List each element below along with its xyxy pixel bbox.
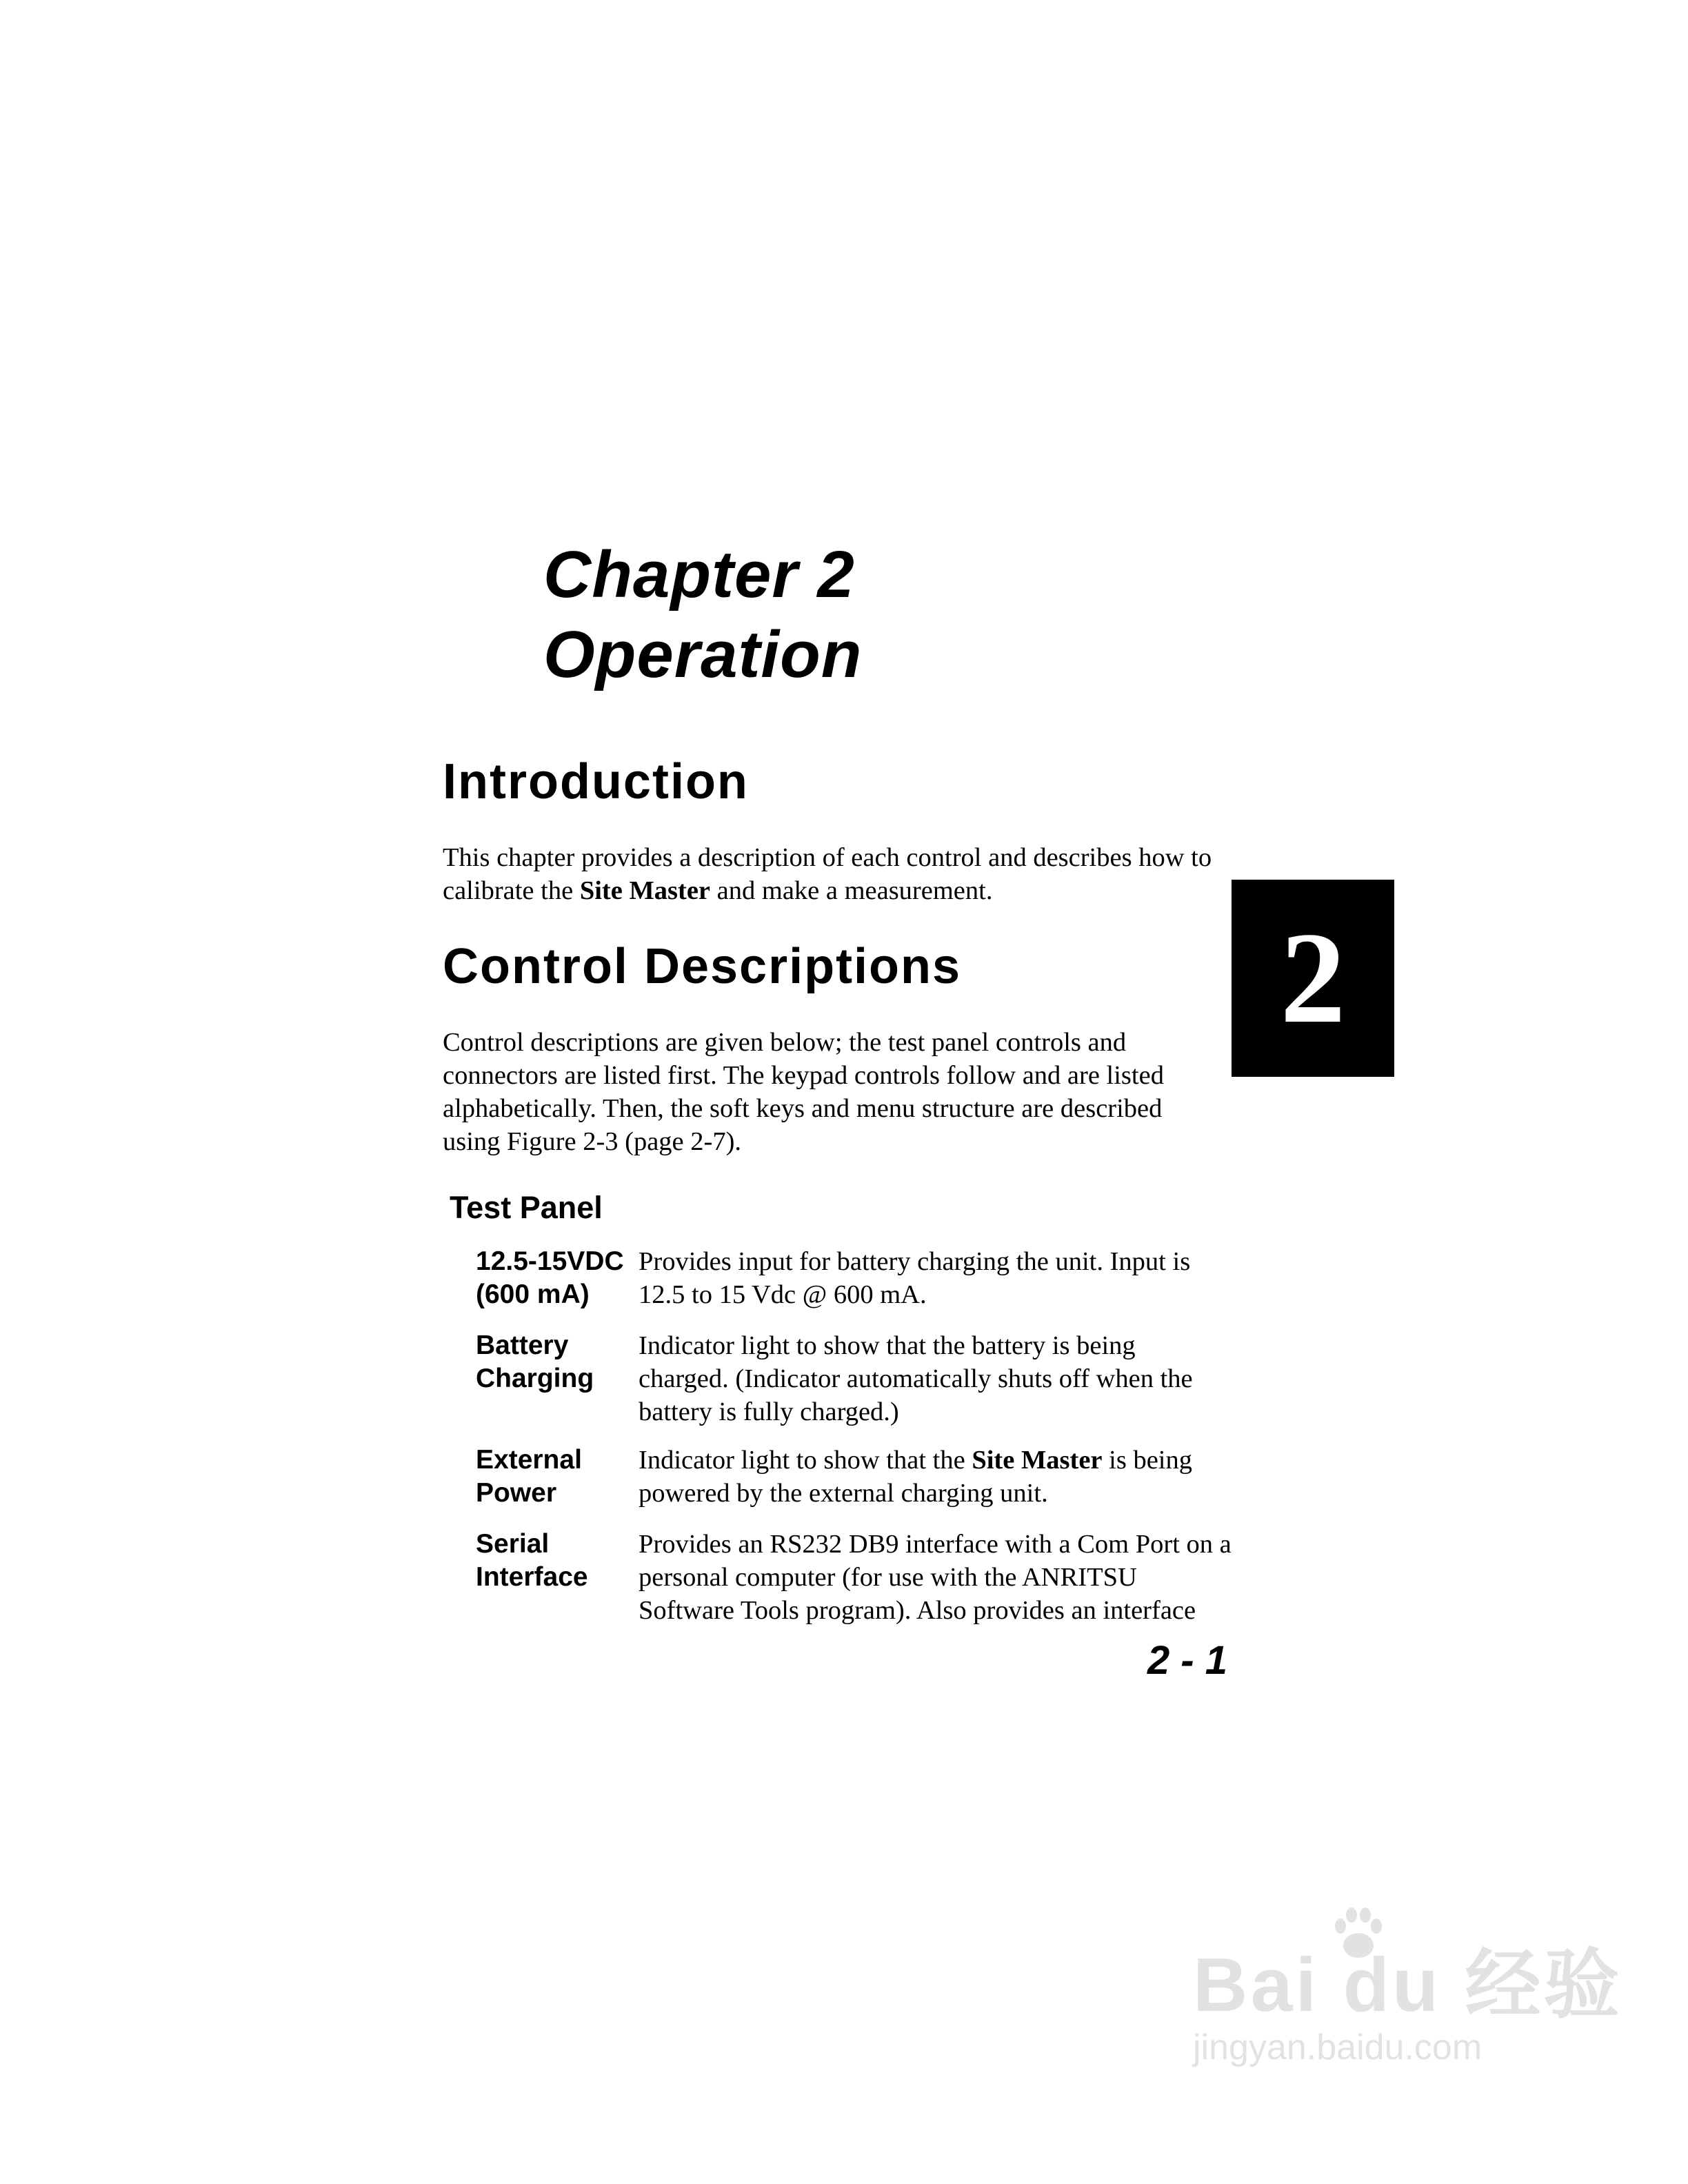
test-panel-heading: Test Panel: [450, 1190, 603, 1225]
definition-description: [639, 1444, 1232, 1510]
term-line: Charging: [476, 1364, 594, 1393]
introduction-text-after: and make a measurement.: [710, 876, 993, 905]
watermark-url: jingyan.baidu.com: [1193, 2028, 1483, 2067]
chapter-tab: 2: [1232, 880, 1394, 1077]
term-line: External: [476, 1445, 582, 1475]
page-number: 2 - 1: [1147, 1638, 1227, 1683]
term-line: Interface: [476, 1562, 588, 1592]
definition-term: [476, 1329, 634, 1395]
term-line: Power: [476, 1478, 557, 1508]
term-line: 12.5-15VDC: [476, 1246, 624, 1276]
introduction-text-before: This chapter provides a description of each control and describes how to calibrate the: [443, 843, 1212, 905]
term-line: Serial: [476, 1529, 550, 1559]
watermark-brand: Bai du 经验: [1193, 1943, 1622, 2028]
chapter-title: [543, 535, 862, 695]
control-descriptions-paragraph: Control descriptions are given below; the test panel controls and connectors are listed first. The keypad controls follow and are listed alphabetically. Then, the soft keys and menu structure are described using Figure 2-3 (page 2-7).: [443, 1028, 1164, 1156]
definition-term: [476, 1245, 634, 1311]
definition-term: [476, 1528, 634, 1594]
term-line: Battery: [476, 1331, 569, 1360]
definition-term: [476, 1444, 634, 1510]
site-master-term: Site Master: [579, 876, 711, 905]
desc-text-after: is being powered by the external charging unit.: [639, 1446, 1192, 1508]
introduction-heading: Introduction: [443, 754, 749, 809]
definition-description: Indicator light to show that the battery is being charged. (Indicator automatically shuts off when the battery is fully charged.): [639, 1331, 1193, 1426]
chapter-number-line: Chapter 2: [543, 538, 855, 611]
watermark: [1172, 1903, 1622, 2068]
term-line: (600 mA): [476, 1280, 590, 1309]
introduction-paragraph: [443, 841, 1222, 907]
definition-description: Provides an RS232 DB9 interface with a Com Port on a personal computer (for use with the ANRITSU Software Tools program). Also provides an interface: [639, 1530, 1232, 1625]
control-descriptions-heading: Control Descriptions: [443, 939, 962, 994]
site-master-term: Site Master: [972, 1446, 1103, 1475]
chapter-name-line: Operation: [543, 618, 863, 691]
desc-text-before: Indicator light to show that the: [639, 1446, 972, 1475]
definition-description: Provides input for battery charging the unit. Input is 12.5 to 15 Vdc @ 600 mA.: [639, 1247, 1191, 1309]
